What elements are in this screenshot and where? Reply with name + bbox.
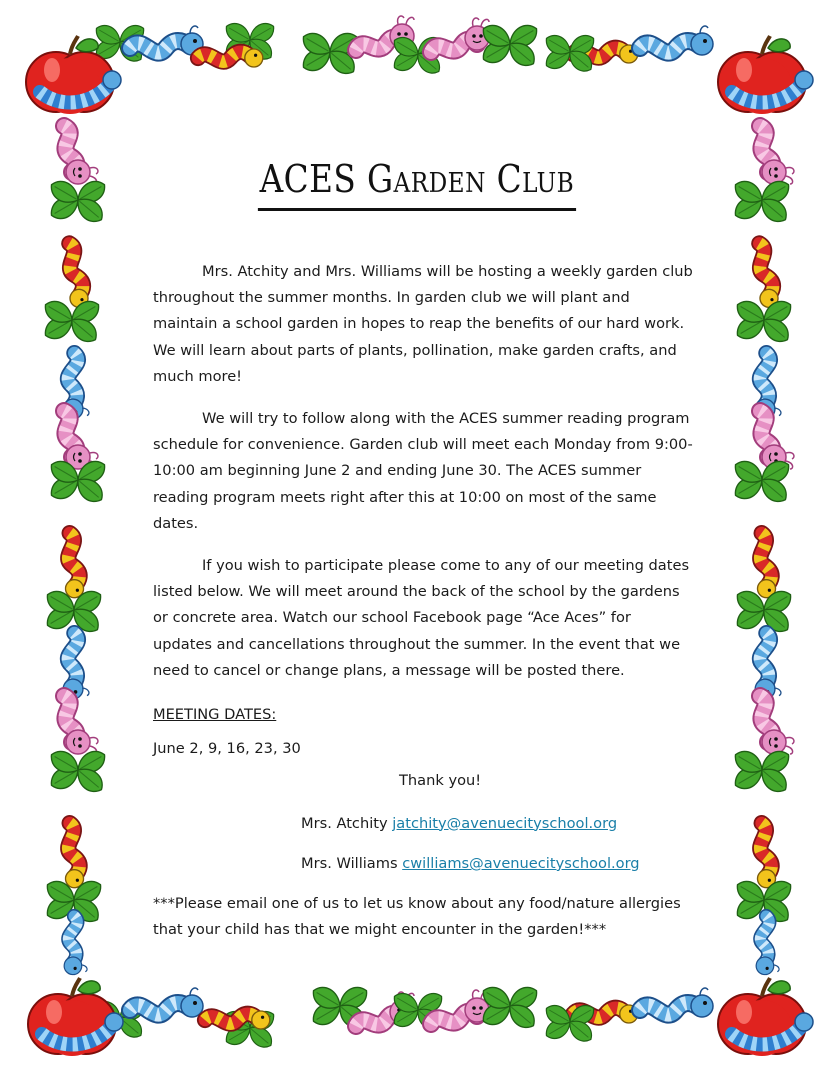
left-border-column bbox=[41, 126, 109, 976]
meeting-dates-heading: MEETING DATES: bbox=[153, 706, 277, 724]
email-link-williams[interactable]: cwilliams@avenuecityschool.org bbox=[402, 854, 640, 872]
thank-you-text: Thank you! bbox=[399, 772, 482, 790]
apple-icon-top-right bbox=[718, 36, 813, 114]
meeting-dates-list: June 2, 9, 16, 23, 30 bbox=[153, 740, 301, 758]
page-title: ACES Garden Club bbox=[258, 150, 576, 211]
intro-paragraph: Mrs. Atchity and Mrs. Williams will be hosting a weekly garden club throughout the summer months. In garden club we will plant and maintain a school garden in hopes to reap the benefits of our hard work. We will learn about parts of plants, pollination, make garden crafts, and much more! bbox=[153, 263, 693, 385]
top-border-row bbox=[92, 16, 713, 79]
contact-line-williams bbox=[153, 851, 693, 877]
contact-line-atchity bbox=[153, 811, 693, 837]
participation-paragraph: If you wish to participate please come to any of our meeting dates listed below. We will meet around the back of the school by the gardens or concrete area. Watch our school Facebook page “Ace Aces” for updates and cancellations throughout the summer. In the event that we need to cancel or change plans, a message will be posted there. bbox=[153, 557, 690, 679]
contact-name: Mrs. Atchity bbox=[301, 814, 388, 832]
title-wrap bbox=[137, 150, 697, 211]
right-border-column bbox=[731, 126, 795, 976]
contact-name: Mrs. Williams bbox=[301, 854, 398, 872]
email-link-atchity[interactable]: jatchity@avenuecityschool.org bbox=[392, 814, 618, 832]
flyer-content bbox=[153, 150, 693, 943]
bottom-border-row bbox=[92, 983, 713, 1052]
allergy-note: ***Please email one of us to let us know about any food/nature allergies that your child has that we might encounter in the garden!*** bbox=[153, 895, 681, 939]
apple-icon-bottom-right bbox=[718, 978, 813, 1056]
apple-icon-bottom-left bbox=[28, 978, 123, 1056]
schedule-paragraph: We will try to follow along with the ACES summer reading program schedule for convenience. Garden club will meet each Monday from 9:00-10:00 am beginning June 2 and ending June 30. The ACES summer reading program meets right after this at 10:00 on most of the same dates. bbox=[153, 410, 693, 532]
